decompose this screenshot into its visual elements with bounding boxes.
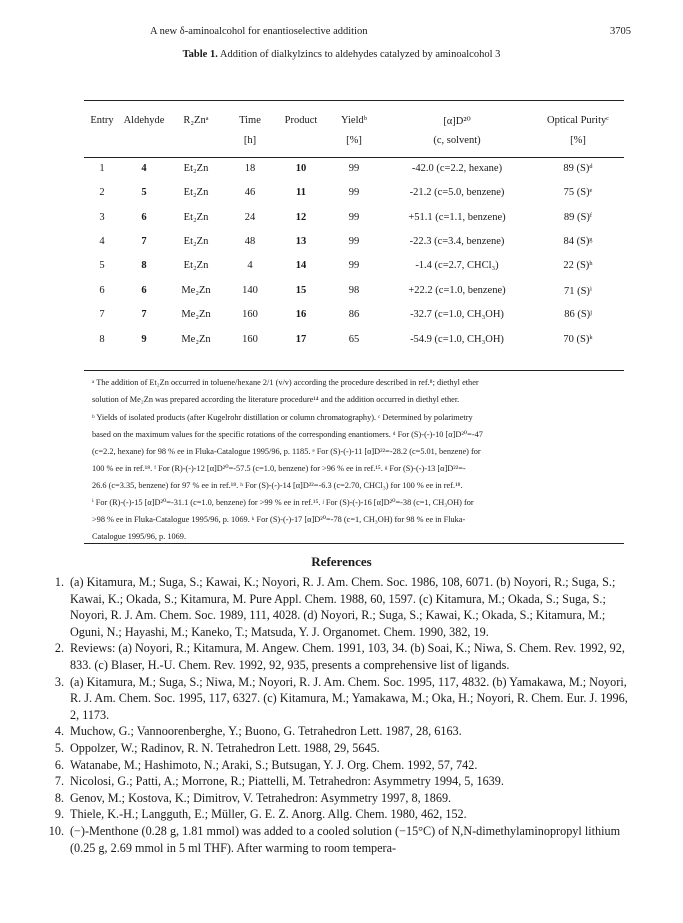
cell-aldehyde: 4 [141, 163, 147, 174]
cell-time: 140 [242, 285, 258, 296]
table-row [84, 285, 624, 301]
cell-optical-purity: 89 (S)ᶠ [563, 212, 593, 223]
reference-number: 4. [54, 724, 64, 739]
header-product: Product [284, 115, 318, 126]
cell-rotation: -21.2 (c=5.0, benzene) [409, 187, 505, 198]
cell-entry: 2 [99, 187, 105, 198]
cell-time: 46 [244, 187, 256, 198]
reference-item [44, 757, 634, 774]
table-header-row-2 [84, 135, 624, 151]
cell-aldehyde: 9 [141, 334, 147, 345]
cell-r2zn: Me₂Zn [181, 334, 211, 345]
cell-r2zn: Me₂Zn [181, 285, 211, 296]
header-optical-purity: Optical Purityᶜ [547, 115, 609, 126]
cell-r2zn: Et₂Zn [183, 260, 209, 271]
reference-number: 6. [54, 757, 64, 772]
reference-text: Watanabe, M.; Hashimoto, N.; Araki, S.; Butsugan, Y. J. Org. Chem. 1992, 57, 742. [70, 757, 478, 772]
table-row [84, 334, 624, 350]
header-r2zn: R₂Znᵃ [183, 115, 209, 126]
table-caption-text: Addition of dialkylzincs to aldehydes catalyzed by aminoalcohol 3 [219, 49, 501, 60]
table-row [84, 163, 624, 179]
reference-number: 9. [54, 807, 64, 822]
header-yield-unit: [%] [346, 135, 362, 146]
table-row [84, 236, 624, 252]
reference-item [44, 823, 634, 856]
cell-product: 15 [295, 285, 307, 296]
table-footnote-line: 100 % ee in ref.¹⁸. ᶠ For (R)-(-)-12 [α]D²⁰=-57.5 (c=1.0, benzene) for >96 % ee in ref.¹⁵. ᵍ For (S)-(-)-13 [α]D²²=- [92, 464, 466, 473]
reference-text: Genov, M.; Kostova, K.; Dimitrov, V. Tetrahedron: Asymmetry 1997, 8, 1869. [70, 790, 452, 805]
reference-item [44, 773, 634, 790]
header-yield: Yieldᵇ [341, 115, 367, 126]
table-caption-label: Table 1. [182, 49, 218, 60]
cell-yield: 86 [348, 309, 360, 320]
cell-optical-purity: 84 (S)ᵍ [563, 236, 593, 247]
cell-rotation: +51.1 (c=1.1, benzene) [408, 212, 506, 223]
reference-item [44, 574, 634, 640]
cell-yield: 98 [348, 285, 360, 296]
cell-aldehyde: 7 [141, 236, 147, 247]
cell-optical-purity: 75 (S)ᵉ [563, 187, 593, 198]
cell-r2zn: Et₂Zn [183, 236, 209, 247]
reference-item [44, 806, 634, 823]
reference-number: 10. [48, 823, 64, 838]
reference-item [44, 640, 634, 673]
reference-text: Oppolzer, W.; Radinov, R. N. Tetrahedron Lett. 1988, 29, 5645. [70, 740, 380, 755]
cell-entry: 7 [99, 309, 105, 320]
table-footnote-line: 26.6 (c=3.35, benzene) for 97 % ee in ref.¹⁸. ʰ For (S)-(-)-14 [α]D²²=-6.3 (c=2.70, CHCl₃) for 100 % ee in ref.¹⁸. [92, 481, 463, 490]
cell-time: 24 [244, 212, 256, 223]
cell-optical-purity: 86 (S)ʲ [564, 309, 592, 320]
table-footnote-line: Catalogue 1995/96, p. 1069. [92, 532, 187, 541]
cell-optical-purity: 89 (S)ᵈ [563, 163, 593, 174]
references-heading: References [311, 554, 372, 569]
table-bottom-rule [84, 370, 624, 371]
cell-rotation: -1.4 (c=2.7, CHCl₃) [415, 260, 499, 271]
cell-entry: 6 [99, 285, 105, 296]
header-time-unit: [h] [243, 135, 257, 146]
header-optical-purity-unit: [%] [570, 135, 586, 146]
table-footnote-line: based on the maximum values for the specific rotations of the corresponding enantiomers. ᵈ For (S)-(-)-10 [α]D²⁰=-47 [92, 430, 483, 439]
table-row [84, 309, 624, 325]
cell-time: 4 [247, 260, 253, 271]
cell-yield: 99 [348, 212, 360, 223]
table-row [84, 212, 624, 228]
header-time: Time [239, 115, 261, 126]
page-number: 3705 [610, 26, 631, 37]
table-caption [0, 49, 683, 60]
table-row [84, 260, 624, 276]
reference-number: 3. [54, 674, 64, 689]
cell-aldehyde: 5 [141, 187, 147, 198]
reference-number: 1. [54, 575, 64, 589]
cell-rotation: -42.0 (c=2.2, hexane) [411, 163, 503, 174]
header-entry: Entry [90, 115, 114, 126]
cell-product: 16 [295, 309, 307, 320]
reference-number: 2. [54, 641, 64, 656]
table-footnote-line: ⁱ For (R)-(-)-15 [α]D²⁰=-31.1 (c=1.0, benzene) for >99 % ee in ref.¹⁵. ʲ For (S)-(-)-16 [α]D²⁰=-38 (c=1, CH₃OH) for [92, 498, 474, 507]
reference-text: Thiele, K.-H.; Langguth, E.; Müller, G. E. Z. Anorg. Allg. Chem. 1980, 462, 152. [70, 807, 467, 822]
cell-r2zn: Me₂Zn [181, 309, 211, 320]
table-row [84, 187, 624, 203]
cell-rotation: -32.7 (c=1.0, CH₃OH) [410, 309, 504, 320]
reference-number: 7. [54, 774, 64, 789]
cell-yield: 65 [348, 334, 360, 345]
cell-optical-purity: 22 (S)ʰ [563, 260, 593, 271]
cell-aldehyde: 6 [141, 212, 147, 223]
cell-optical-purity: 71 (S)ⁱ [563, 286, 593, 297]
table-header-row-1 [84, 115, 624, 131]
reference-item [44, 723, 634, 740]
cell-optical-purity: 70 (S)ᵏ [563, 334, 593, 345]
cell-yield: 99 [348, 187, 360, 198]
reference-item [44, 790, 634, 807]
reference-item [44, 674, 634, 724]
table-header-rule [84, 157, 624, 158]
references-list [44, 574, 634, 856]
cell-time: 160 [242, 309, 258, 320]
table-footnote-line: solution of Me₂Zn was prepared according the literature procedure¹⁴ and the addition occurred in diethyl ether. [92, 395, 460, 404]
cell-r2zn: Et₂Zn [183, 163, 209, 174]
reference-text: (−)-Menthone (0.28 g, 1.81 mmol) was added to a cooled solution (−15°C) of N,N-dimethylaminopropyl lithium (0.25 g, 2.69 mmol in 5 ml THF). After warming to room tempera- [70, 823, 621, 855]
reference-text: Reviews: (a) Noyori, R.; Kitamura, M. Angew. Chem. 1991, 103, 34. (b) Soai, K.; Niwa, S. Chem. Rev. 1992, 92, 833. (c) Blaser, H.-U. Chem. Rev. 1992, 92, 935, presents a comprehensive list of ligands. [70, 641, 625, 672]
running-head-title: A new δ-aminoalcohol for enantioselective addition [150, 26, 368, 37]
cell-product: 10 [295, 163, 307, 174]
cell-rotation: -22.3 (c=3.4, benzene) [409, 236, 505, 247]
header-rotation-conditions: (c, solvent) [433, 135, 481, 146]
reference-text: (a) Kitamura, M.; Suga, S.; Kawai, K.; Noyori, R. J. Am. Chem. Soc. 1986, 108, 6071. (b) Noyori, R.; Suga, S.; Kawai, K.; Okada, S.; Kitamura, M. Pure Appl. Chem. 1988, 60, 1597. (c) Kitamura, M.; Okada, S.; Suga, S.; Noyori, R. J. Am. Chem. Soc. 1989, 111, 4028. (d) Noyori, R.; Suga, S.; Kawai, K.; Okada, S.; Kitamura, M.; Oguni, N.; Hayashi, M.; Kaneko, T.; Matsuda, Y. J. Organomet. Chem. 1990, 382, 19. [70, 575, 616, 639]
cell-product: 13 [295, 236, 307, 247]
cell-yield: 99 [348, 236, 360, 247]
reference-number: 8. [54, 790, 64, 805]
cell-rotation: -54.9 (c=1.0, CH₃OH) [410, 334, 504, 345]
reference-item [44, 740, 634, 757]
table-top-rule [84, 100, 624, 101]
cell-product: 12 [295, 212, 307, 223]
reference-number: 5. [54, 740, 64, 755]
cell-entry: 8 [99, 334, 105, 345]
cell-yield: 99 [348, 163, 360, 174]
cell-aldehyde: 7 [141, 309, 147, 320]
cell-entry: 4 [99, 236, 105, 247]
header-specific-rotation: [α]D²⁰ [443, 116, 471, 127]
cell-time: 18 [244, 163, 256, 174]
cell-product: 17 [295, 334, 307, 345]
cell-rotation: +22.2 (c=1.0, benzene) [408, 285, 506, 296]
table-footnote-line: ᵃ The addition of Et₂Zn occurred in toluene/hexane 2/1 (v/v) according the procedure described in ref.⁸; diethyl ether [92, 378, 479, 387]
cell-entry: 1 [99, 163, 105, 174]
cell-product: 11 [296, 187, 306, 198]
cell-time: 48 [244, 236, 256, 247]
cell-r2zn: Et₂Zn [183, 212, 209, 223]
cell-aldehyde: 6 [141, 285, 147, 296]
cell-yield: 99 [348, 260, 360, 271]
cell-aldehyde: 8 [141, 260, 147, 271]
cell-entry: 5 [99, 260, 105, 271]
header-aldehyde: Aldehyde [123, 115, 165, 126]
reference-text: Muchow, G.; Vannoorenberghe, Y.; Buono, G. Tetrahedron Lett. 1987, 28, 6163. [70, 724, 462, 739]
table-footnote-line: ᵇ Yields of isolated products (after Kugelrohr distillation or column chromatography). ᶜ Determined by polarimetry [92, 413, 473, 422]
reference-text: Nicolosi, G.; Patti, A.; Morrone, R.; Piattelli, M. Tetrahedron: Asymmetry 1994, 5, 1639. [70, 774, 504, 789]
cell-entry: 3 [99, 212, 105, 223]
reference-text: (a) Kitamura, M.; Suga, S.; Niwa, M.; Noyori, R. J. Am. Chem. Soc. 1995, 117, 4832. (b) Yamakawa, M.; Noyori, R. J. Am. Chem. Soc. 1995, 117, 6327. (c) Kitamura, M.; Yamakawa, M.; Oka, H.; Noyori, R. Chem. Eur. J. 1996, 2, 1173. [70, 674, 628, 722]
cell-time: 160 [242, 334, 258, 345]
cell-r2zn: Et₂Zn [183, 187, 209, 198]
cell-product: 14 [295, 260, 307, 271]
table-footnote-line: (c=2.2, hexane) for 98 % ee in Fluka-Catalogue 1995/96, p. 1185. ᵉ For (S)-(-)-11 [α]D²²=-28.2 (c=5.01, benzene) for [92, 447, 481, 456]
table-footnote-line: >98 % ee in Fluka-Catalogue 1995/96, p. 1069. ᵏ For (S)-(-)-17 [α]D²⁰=-78 (c=1, CH₃OH) for 98 % ee in Fluka- [92, 515, 466, 524]
